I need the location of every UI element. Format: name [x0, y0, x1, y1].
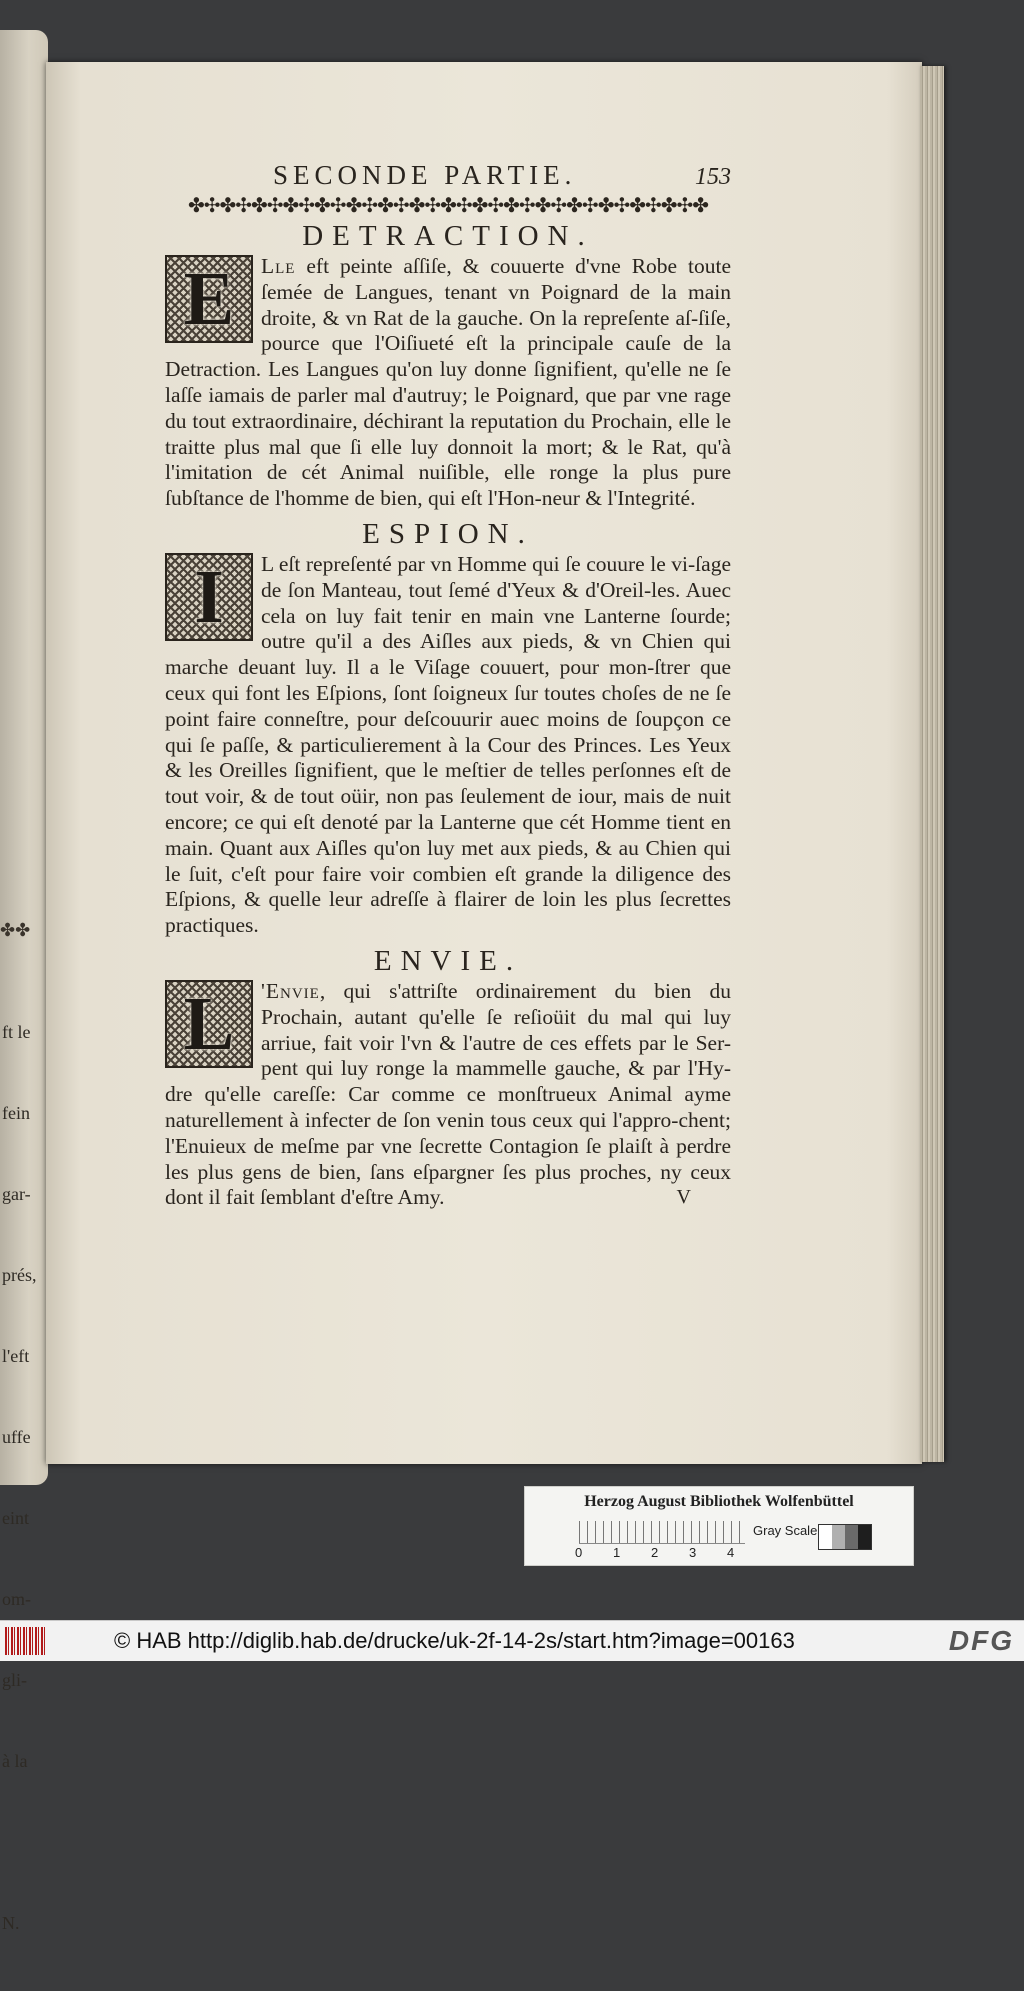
gray-patches — [818, 1524, 872, 1550]
gray-patch — [858, 1525, 871, 1549]
gray-patch — [819, 1525, 832, 1549]
ruler-number: 2 — [651, 1545, 659, 1560]
body-text: eft peinte aſſiſe, & couuerte d'vne Robe toute ſemée de Langues, tenant vn Poignard de la main droite, & vn Rat de la gauche. On la repreſente aſ-ſiſe, pource que l'Oiſiueté eſt la principale cauſe de la Detraction. Les Langues qu'on luy donne ſignifient, qu'elle ne ſe laſſe iamais de parler mal d'autruy; le Poignard, que par vne rage du tout extraordinaire, déchirant la reputation du Prochain, elle le traitte plus mal que ſi elle luy donnoit la mort; & le Rat, qu'à l'imitation de cét Animal nuiſible, elle ronge la plus pure ſubſtance de l'homme de bien, qui eſt l'Hon-neur & l'Integrité. — [165, 254, 731, 511]
section-heading: ENVIE. — [373, 944, 523, 977]
page-edges — [920, 66, 944, 1462]
left-line: eint — [2, 1508, 29, 1528]
page-number: 153 — [695, 164, 731, 190]
ruler-numbers — [575, 1545, 765, 1561]
drop-cap-initial: L — [165, 980, 253, 1068]
gray-patch — [832, 1525, 845, 1549]
left-line: uffe — [2, 1427, 31, 1447]
body-text: eſt repreſenté par vn Homme qui ſe couure le vi-ſage de ſon Manteau, tout ſemé d'Yeux & d'Oreil-les. Auec cela on luy fait tenir en main vne Lanterne ſourde; outre qu'il a des Aiſles aux pieds, & vn Chien qui marche deuant luy. Il a le Viſage couuert, pour mon-ſtrer que ceux qui font les Eſpions, ſont ſoigneux ſur toutes choſes de ne ſe point faire conneſtre, pour deſcouurir auec moins de ſoupçon ce qui ſe paſſe, & particulierement à la Cour des Princes. Les Yeux & les Oreilles ſignifient, que le meſtier de telles perſonnes eſt de tout voir, & de tout oüir, non pas ſeulement de iour, mais de nuit encore; ce qui eſt denoté par la Lanterne que cét Homme tient en main. Quant aux Aiſles qu'on luy met aux pieds, & au Chien qui le ſuit, c'eſt pour faire voir combien eſt grande la diligence des Eſpions, & quelle leur adreſſe à flairer de loin les plus ſecrettes practiques. — [165, 551, 731, 938]
drop-cap-initial: E — [165, 255, 253, 343]
left-page-fragments — [2, 965, 48, 1991]
left-line: gli- — [2, 1670, 27, 1690]
left-line: om- — [2, 1589, 31, 1609]
section-heading: DETRACTION. — [302, 220, 594, 252]
running-title: SECONDE PARTIE. — [273, 160, 577, 190]
left-line: ft le — [2, 1022, 31, 1042]
section-espion — [165, 516, 731, 939]
footer-url[interactable]: © HAB http://diglib.hab.de/drucke/uk-2f-14-2s/start.htm?image=00163 — [114, 1628, 795, 1653]
left-page-ornament: ✤✤ — [0, 920, 31, 940]
gray-patch — [845, 1525, 858, 1549]
ruler-number: 3 — [689, 1545, 697, 1560]
left-line: l'eft — [2, 1346, 30, 1366]
color-reference-card — [524, 1486, 914, 1566]
left-line: N. — [2, 1913, 20, 1933]
body-text: , qui s'attriſte ordinairement du bien du Prochain, autant qu'elle ſe reſioüit du mal qui luy arriue, fait voir l'vn & l'autre de ces effets par le Ser-pent qui luy ronge la mammelle gauche, & par l'Hy-dre qu'elle careſſe: Car comme ce monſtrueux Animal ayme naturellement à infecter de ſon venin tous ceux qui l'appro-chent; l'Enuieux de meſme par vne ſecrette Contagion ſe plaiſt à perdre les plus gens de bien, ſans eſpargner ſes plus proches, ny ceux dont il fait ſemblant d'eſtre Amy. — [165, 978, 731, 1210]
left-line: gar- — [2, 1184, 31, 1204]
footer-bar — [0, 1620, 1024, 1661]
ruler-number: 1 — [613, 1545, 621, 1560]
lead-word: 'Envie — [261, 978, 320, 1003]
section-heading: ESPION. — [362, 517, 534, 550]
section-detraction — [165, 218, 731, 512]
ruler — [579, 1521, 745, 1544]
lead-word: Lle — [261, 254, 296, 278]
left-line — [2, 1829, 48, 1856]
ruler-number: 0 — [575, 1545, 583, 1560]
section-envie — [165, 943, 731, 1211]
grayscale-label: Gray Scale — [753, 1523, 818, 1538]
signature-mark: V — [676, 1186, 691, 1209]
dfg-logo: DFG — [948, 1625, 1014, 1656]
left-line: à la — [2, 1751, 28, 1771]
ruler-number: 4 — [727, 1545, 735, 1560]
drop-cap-initial: I — [165, 553, 253, 641]
page-content — [165, 150, 731, 1211]
previous-page-edge — [0, 30, 48, 1933]
lead-word: L — [261, 551, 274, 576]
barcode-icon — [5, 1627, 47, 1655]
left-line: prés, — [2, 1265, 37, 1285]
ornament-band: ✤✣✤✣✤✣✤✣✤✣✤✣✤✣✤✣✤✣✤✣✤✣✤✣✤✣✤✣✤✣✤✣✤ — [187, 195, 708, 217]
left-line: fein — [2, 1103, 30, 1123]
running-head — [165, 150, 731, 194]
card-title: Herzog August Bibliothek Wolfenbüttel — [584, 1493, 854, 1510]
